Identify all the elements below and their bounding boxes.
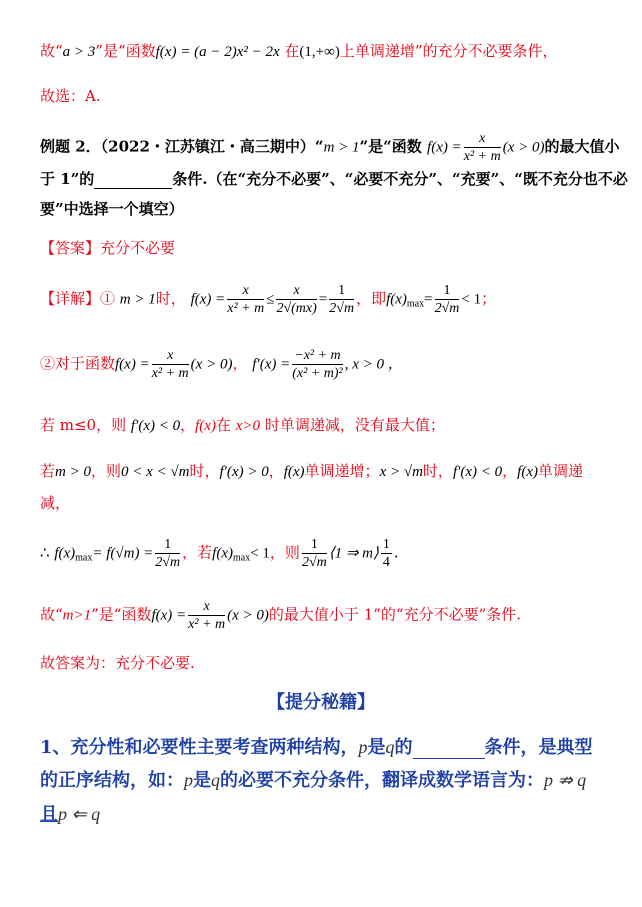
math-inequality: m > 0 xyxy=(55,464,91,480)
numerator: x xyxy=(188,598,225,616)
math-domain: (x > 0) xyxy=(190,356,233,373)
fraction xyxy=(227,282,264,317)
numerator: 1 xyxy=(435,282,460,300)
math-function: f(x) xyxy=(54,545,76,562)
text: 在 xyxy=(215,416,231,434)
fraction xyxy=(152,347,189,382)
text: 1、充分性和必要性主要考查两种结构， xyxy=(40,737,359,758)
text: ， xyxy=(180,416,196,434)
line-choice xyxy=(40,85,608,106)
math-derivative: f′(x) < 0 xyxy=(452,464,503,480)
math-symbol: < 1 xyxy=(250,545,270,562)
example-source: （2022・江苏镇江・高三期中） xyxy=(100,137,315,156)
math-var: q xyxy=(211,770,220,790)
text: 时， xyxy=(189,462,220,480)
math-var: p xyxy=(184,770,193,790)
text: 的 xyxy=(394,737,413,758)
answer-tag: 【答案】 xyxy=(40,239,101,257)
detail-step5 xyxy=(40,536,608,571)
math-inequality: m > 1 xyxy=(323,139,360,156)
answer-line xyxy=(40,237,608,258)
math-function: f(x) = xyxy=(151,607,187,624)
math-domain: (x > 0) xyxy=(227,607,269,624)
math-function: f(x) xyxy=(212,545,233,562)
fraction xyxy=(276,282,316,317)
math-implication: p ⇐ q xyxy=(58,804,101,824)
denominator: x² + m xyxy=(463,149,501,164)
math-expression: ⟨1 ⇒ m⟩ xyxy=(328,545,379,562)
fraction xyxy=(302,536,327,571)
denominator: 2√m xyxy=(329,301,355,316)
text: 减， xyxy=(40,494,71,512)
text: 的必要不充分条件，翻译成数学语言为： xyxy=(220,770,544,791)
answer-blank xyxy=(413,737,485,759)
text: 单调递 xyxy=(538,462,584,480)
denominator: 2√m xyxy=(434,301,460,316)
subscript: max xyxy=(406,298,425,310)
denominator: x² + m xyxy=(188,617,226,632)
text: 于 1”的 xyxy=(40,170,95,188)
text: 时， xyxy=(422,462,453,480)
text: 单调递增； xyxy=(304,462,380,480)
detail-step2 xyxy=(40,347,608,382)
line-conclusion-prev xyxy=(40,40,608,61)
math-var: p xyxy=(358,737,368,757)
text: 且 xyxy=(40,804,58,825)
final-answer-line xyxy=(40,652,608,673)
detail-step4-line2 xyxy=(40,492,608,513)
therefore-symbol: ∴ xyxy=(40,545,50,562)
math-domain: , x > 0 ， xyxy=(344,356,403,373)
text: 若 xyxy=(40,462,56,480)
text: ； xyxy=(481,289,497,308)
text: 故答案为：充分不必要. xyxy=(40,654,195,672)
fraction xyxy=(464,130,501,165)
numerator: 1 xyxy=(382,537,390,552)
text: ， xyxy=(502,462,518,480)
detail-tag: 【详解】 xyxy=(40,289,101,308)
numerator: x xyxy=(276,282,316,300)
text: 条件.（在“充分不必要”、“必要不充分”、“充要”、“既不充分也不必 xyxy=(172,170,628,188)
text: ②对于函数 xyxy=(40,354,116,373)
denominator: 2√m xyxy=(301,555,327,570)
text: 是 xyxy=(193,770,211,791)
numerator: x xyxy=(227,282,264,300)
numerator: 1 xyxy=(155,536,180,554)
denominator: 2√(mx) xyxy=(276,301,317,316)
math-expression: = f(√m) = xyxy=(92,545,154,562)
math-inequality: x>0 xyxy=(235,418,261,434)
denominator: x² + m xyxy=(227,301,265,316)
math-symbol: < 1 xyxy=(461,291,482,308)
detail-step3 xyxy=(40,414,608,435)
text: . xyxy=(393,543,399,562)
text: 上单调递增”的充分不必要条件， xyxy=(339,42,558,60)
numerator: −x² + m xyxy=(292,347,343,365)
math-symbol: = xyxy=(318,291,328,308)
denominator: x² + m xyxy=(151,366,189,381)
answer-text: 充分不必要 xyxy=(100,239,176,257)
math-interval: (1,+∞) xyxy=(299,44,340,60)
tip-line1 xyxy=(40,733,614,759)
text: 若 m≤0，则 xyxy=(40,416,127,434)
fraction xyxy=(329,282,354,317)
text: ，则 xyxy=(269,543,300,562)
math-domain: (x > 0) xyxy=(502,139,545,156)
denominator: 4 xyxy=(382,555,390,570)
text: 故“ xyxy=(40,42,63,60)
subscript: max xyxy=(232,552,251,564)
denominator: (x² + m)² xyxy=(292,366,343,381)
text: ”是“函数 xyxy=(359,137,422,156)
math-symbol: = xyxy=(424,291,433,308)
text: 是 xyxy=(367,737,386,758)
text: 故“ xyxy=(40,605,63,624)
math-inequality: m > 1 xyxy=(119,291,156,308)
math-implication: p ⇏ q xyxy=(544,770,587,790)
text: 的最大值小 xyxy=(544,137,620,156)
math-function: f(x) xyxy=(517,464,538,480)
text: ”是“函数 xyxy=(95,42,156,60)
text: ， xyxy=(232,354,248,373)
math-derivative: f′(x) = xyxy=(252,356,291,373)
text: “ xyxy=(314,137,324,156)
math-function: f(x) xyxy=(195,418,216,434)
math-inequality: m>1 xyxy=(62,607,92,624)
math-function: f(x) xyxy=(283,464,305,480)
answer-blank xyxy=(94,170,172,189)
numerator: x xyxy=(152,347,189,365)
example-question-line2 xyxy=(40,168,628,189)
text: ， xyxy=(268,462,284,480)
text: 条件，是典型 xyxy=(484,737,593,758)
math-inequality: a > 3 xyxy=(62,44,96,60)
detail-step1 xyxy=(40,282,608,317)
tips-heading: 【提分秘籍】 xyxy=(267,692,375,713)
math-function: f(x) = xyxy=(427,139,462,156)
math-var: q xyxy=(385,737,395,757)
numerator: 1 xyxy=(302,536,327,554)
example-label: 例题 2． xyxy=(40,137,101,156)
fraction xyxy=(155,536,180,571)
example-question xyxy=(40,130,620,165)
math-derivative: f′(x) > 0 xyxy=(219,464,269,480)
text: 时， xyxy=(155,289,186,308)
text: 在 xyxy=(284,42,300,60)
text: ，若 xyxy=(182,543,213,562)
math-function: f(x) = xyxy=(115,356,150,373)
text: 时单调递减，没有最大值； xyxy=(264,416,445,434)
example-question-line3 xyxy=(40,198,608,219)
math-function: f(x) = (a − 2)x² − 2x xyxy=(155,44,280,60)
detail-step4 xyxy=(40,460,608,481)
fraction xyxy=(292,347,343,382)
tip-line2 xyxy=(40,766,614,792)
text: ① xyxy=(100,289,120,308)
text: 的正序结构，如： xyxy=(40,770,184,791)
math-symbol: ≤ xyxy=(266,291,275,308)
math-derivative: f′(x) < 0 xyxy=(130,418,181,434)
math-inequality: x > √m xyxy=(379,464,423,480)
math-function: f(x) xyxy=(386,291,407,308)
numerator: 1 xyxy=(329,282,354,300)
numerator: x xyxy=(464,130,501,148)
conclusion-line xyxy=(40,598,608,633)
text: 故选：A. xyxy=(40,87,101,105)
text: 要”中选择一个填空） xyxy=(40,200,184,218)
fraction xyxy=(435,282,460,317)
denominator: 2√m xyxy=(155,555,181,570)
text: ”是“函数 xyxy=(91,605,152,624)
text: ，则 xyxy=(90,462,121,480)
text: ，即 xyxy=(356,289,387,308)
subscript: max xyxy=(75,552,93,564)
text: 的最大值小于 1”的“充分不必要”条件. xyxy=(268,605,522,624)
math-function: f(x) = xyxy=(190,291,226,308)
fraction xyxy=(188,598,225,633)
tip-line3 xyxy=(40,800,614,826)
math-inequality: 0 < x < √m xyxy=(121,464,190,480)
fraction xyxy=(381,536,392,571)
